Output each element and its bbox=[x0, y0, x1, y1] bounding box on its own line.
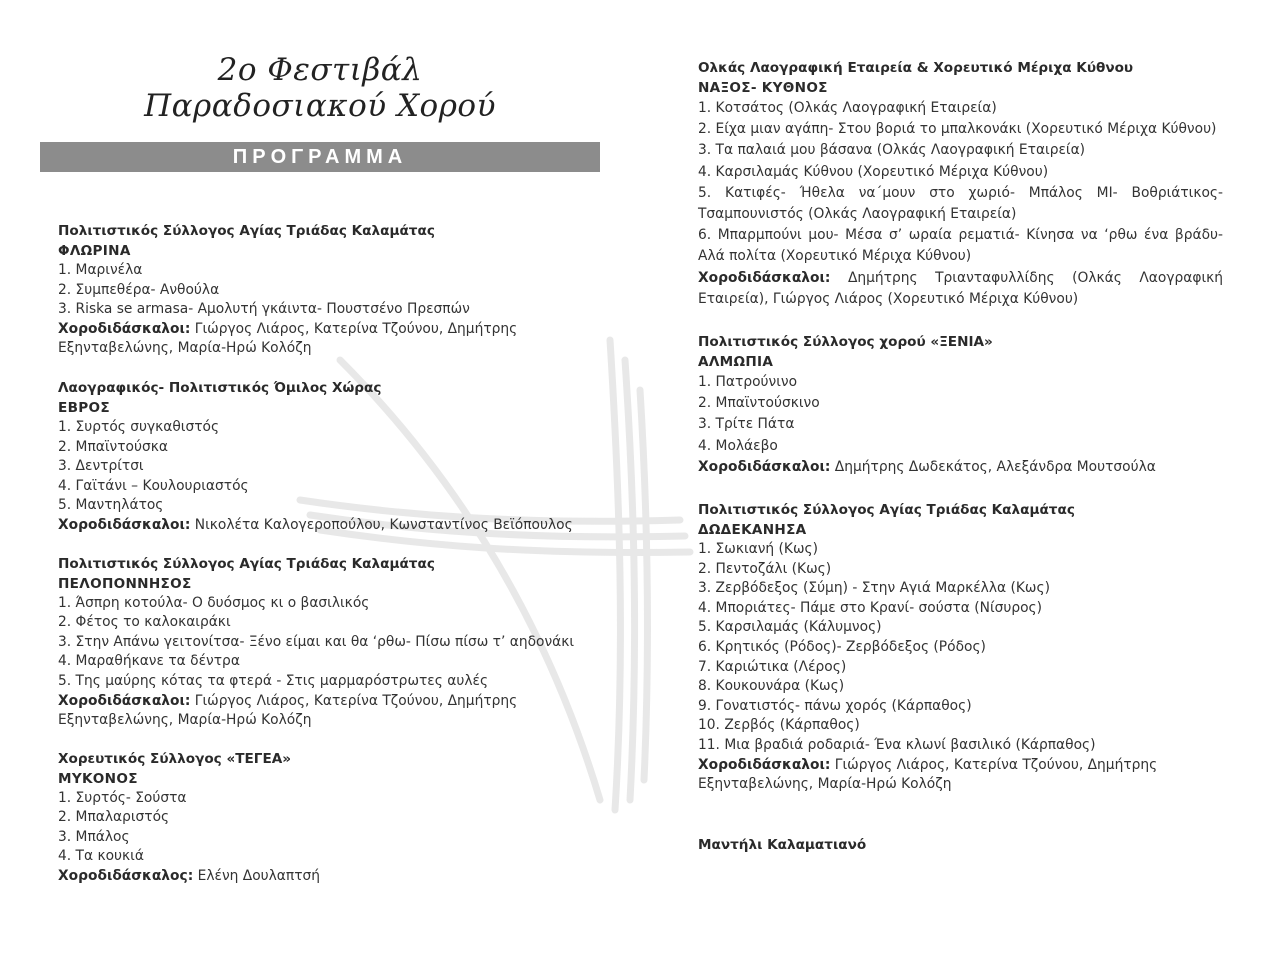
title-line-2: Παραδοσιακού Χορού bbox=[144, 88, 496, 124]
program-section bbox=[58, 554, 603, 731]
dance-item: 3. Μπάλος bbox=[58, 828, 130, 845]
teachers-label: Χοροδιδάσκαλοι: bbox=[698, 756, 831, 773]
teachers-names: Γιώργος Λιάρος, Κατερίνα Τζούνου, Δημήτρης Εξηνταβελώνης, Μαρία-Ηρώ Κολόζη bbox=[58, 692, 518, 729]
program-section bbox=[58, 221, 603, 359]
closing-dance: Μαντήλι Καλαματιανό bbox=[698, 836, 867, 853]
region-name: ΔΩΔΕΚΑΝΗΣΑ bbox=[698, 522, 807, 539]
teachers-line bbox=[58, 320, 603, 359]
dance-item: 3. Riska se armasa- Αμολυτή γκάιντα- Πουστσένο Πρεσπών bbox=[58, 301, 470, 318]
teachers-names: Ελένη Δουλαπτσή bbox=[193, 868, 321, 885]
teachers-names: Δημήτρης Τριανταφυλλίδης (Ολκάς Λαογραφική Εταιρεία), Γιώργος Λιάρος (Χορευτικό Μέριχα Κύθνου) bbox=[698, 269, 1223, 307]
teachers-label: Χοροδιδάσκαλοι: bbox=[58, 692, 191, 709]
teachers-label: Χοροδιδάσκαλοι: bbox=[698, 269, 831, 286]
dance-item: 1. Μαρινέλα bbox=[58, 262, 143, 278]
teachers-names: Δημήτρης Δωδεκάτος, Αλεξάνδρα Μουτσούλα bbox=[830, 458, 1156, 475]
dance-item: 1. Άσπρη κοτούλα- Ο δυόσμος κι ο βασιλικός bbox=[58, 594, 370, 611]
dance-item: 1. Συρτός- Σούστα bbox=[58, 789, 187, 806]
club-name: Πολιτιστικός Σύλλογος Αγίας Τριάδας Καλαμάτας bbox=[58, 223, 435, 239]
dance-item: 3. Τα παλαιά μου βάσανα (Ολκάς Λαογραφική Εταιρεία) bbox=[698, 142, 1086, 159]
dance-item: 8. Κουκουνάρα (Κως) bbox=[698, 678, 845, 695]
teachers-line bbox=[58, 867, 603, 887]
dance-item: 4. Γαϊτάνι – Κουλουριαστός bbox=[58, 477, 249, 494]
dance-item: 10. Ζερβός (Κάρπαθος) bbox=[698, 717, 860, 734]
dance-item: 2. Πεντοζάλι (Κως) bbox=[698, 560, 832, 577]
region-name: ΝΑΞΟΣ- ΚΥΘΝΟΣ bbox=[698, 80, 828, 96]
left-column bbox=[58, 221, 603, 909]
dance-item: 9. Γονατιστός- πάνω χορός (Κάρπαθος) bbox=[698, 697, 972, 714]
teachers-line bbox=[698, 756, 1223, 795]
dance-item: 5. Της μαύρης κότας τα φτερά - Στις μαρμαρόστρωτες αυλές bbox=[58, 672, 489, 689]
club-name: Ολκάς Λαογραφική Εταιρεία & Χορευτικό Μέριχα Κύθνου bbox=[698, 60, 1134, 76]
club-name: Χορευτικός Σύλλογος «ΤΕΓΕΑ» bbox=[58, 750, 292, 767]
region-name: ΦΛΩΡΙΝΑ bbox=[58, 243, 131, 259]
dance-item: 4. Μποριάτες- Πάμε στο Κρανί- σούστα (Νίσυρος) bbox=[698, 599, 1043, 616]
region-name: ΕΒΡΟΣ bbox=[58, 399, 110, 416]
dance-item: 3. Στην Απάνω γειτονίτσα- Ξένο είμαι και θα ‘ρθω- Πίσω πίσω τ’ αηδονάκι bbox=[58, 633, 575, 650]
dance-item: 1. Συρτός συγκαθιστός bbox=[58, 418, 220, 435]
program-section bbox=[58, 749, 603, 887]
dance-item: 2. Μπαλαριστός bbox=[58, 809, 170, 826]
teachers-line bbox=[58, 516, 603, 536]
teachers-names: Νικολέτα Καλογεροπούλου, Κωνσταντίνος Βεϊόπουλος bbox=[190, 516, 573, 533]
dance-item: 5. Μαντηλάτος bbox=[58, 497, 164, 514]
dance-item: 4. Καρσιλαμάς Κύθνου (Χορευτικό Μέριχα Κύθνου) bbox=[698, 163, 1049, 180]
program-section bbox=[58, 378, 603, 536]
club-name: Πολιτιστικός Σύλλογος χορού «ΞΕΝΙΑ» bbox=[698, 334, 993, 351]
dance-item: 5. Καρσιλαμάς (Κάλυμνος) bbox=[698, 619, 882, 636]
dance-item: 5. Κατιφές- Ήθελα να΄μουν στο χωριό- Μπάλος ΜΙ- Βοθριάτικος- Τσαμπουνιστός (Ολκάς Λαογραφική Εταιρεία) bbox=[698, 184, 1223, 223]
dance-item: 1. Σωκιανή (Κως) bbox=[698, 541, 819, 558]
club-name: Πολιτιστικός Σύλλογος Αγίας Τριάδας Καλαμάτας bbox=[698, 502, 1075, 519]
program-banner: ΠΡΟΓΡΑΜΜΑ bbox=[40, 142, 600, 172]
teachers-names: Γιώργος Λιάρος, Κατερίνα Τζούνου, Δημήτρης Εξηνταβελώνης, Μαρία-Ηρώ Κολόζη bbox=[58, 320, 518, 357]
title-line-1: 2ο Φεστιβάλ bbox=[217, 52, 423, 88]
dance-item: 4. Τα κουκιά bbox=[58, 848, 144, 865]
dance-item: 3. Ζερβόδεξος (Σύμη) - Στην Αγιά Μαρκέλλα (Κως) bbox=[698, 580, 1050, 597]
program-section bbox=[698, 332, 1223, 478]
teachers-line bbox=[58, 692, 603, 731]
teachers-line bbox=[698, 268, 1223, 310]
dance-item: 11. Μια βραδιά ροδαριά- Ένα κλωνί βασιλικό (Κάρπαθος) bbox=[698, 736, 1096, 753]
dance-item: 2. Μπαϊντούσκα bbox=[58, 438, 168, 455]
teachers-label: Χοροδιδάσκαλος: bbox=[58, 868, 194, 885]
teachers-label: Χοροδιδάσκαλοι: bbox=[58, 516, 191, 533]
right-column bbox=[698, 58, 1223, 855]
dance-item: 4. Μαραθήκανε τα δέντρα bbox=[58, 653, 240, 670]
teachers-label: Χοροδιδάσκαλοι: bbox=[698, 458, 831, 475]
region-name: ΜΥΚΟΝΟΣ bbox=[58, 770, 138, 787]
program-section bbox=[698, 58, 1223, 310]
teachers-label: Χοροδιδάσκαλοι: bbox=[58, 320, 191, 337]
dance-item: 2. Φέτος το καλοκαιράκι bbox=[58, 614, 231, 631]
region-name: ΑΛΜΩΠΙΑ bbox=[698, 354, 774, 371]
teachers-line bbox=[698, 457, 1223, 478]
program-section bbox=[698, 500, 1223, 795]
dance-item: 3. Τρίτε Πάτα bbox=[698, 416, 795, 433]
dance-item: 6. Κρητικός (Ρόδος)- Ζερβόδεξος (Ρόδος) bbox=[698, 639, 986, 656]
teachers-names: Γιώργος Λιάρος, Κατερίνα Τζούνου, Δημήτρης Εξηνταβελώνης, Μαρία-Ηρώ Κολόζη bbox=[698, 756, 1158, 793]
dance-item: 2. Είχα μιαν αγάπη- Στου βοριά το μπαλκονάκι (Χορευτικό Μέριχα Κύθνου) bbox=[698, 121, 1217, 138]
dance-item: 1. Πατρούνινο bbox=[698, 374, 798, 391]
dance-item: 4. Μολάεβο bbox=[698, 437, 778, 454]
dance-item: 2. Συμπεθέρα- Ανθούλα bbox=[58, 281, 220, 298]
region-name: ΠΕΛΟΠΟΝΝΗΣΟΣ bbox=[58, 575, 192, 592]
dance-item: 3. Δεντρίτσι bbox=[58, 458, 144, 475]
club-name: Πολιτιστικός Σύλλογος Αγίας Τριάδας Καλαμάτας bbox=[58, 555, 435, 572]
club-name: Λαογραφικός- Πολιτιστικός Όμιλος Χώρας bbox=[58, 379, 382, 396]
festival-title bbox=[40, 52, 600, 124]
dance-item: 6. Μπαρμπούνι μου- Μέσα σ’ ωραία ρεματιά- Κίνησα να ‘ρθω ένα βράδυ- Αλά πολίτα (Χορευτικό Μέριχα Κύθνου) bbox=[698, 227, 1223, 265]
dance-item: 7. Καριώτικα (Λέρος) bbox=[698, 658, 847, 675]
dance-item: 1. Κοτσάτος (Ολκάς Λαογραφική Εταιρεία) bbox=[698, 100, 997, 116]
dance-item: 2. Μπαϊντούσκινο bbox=[698, 395, 820, 412]
